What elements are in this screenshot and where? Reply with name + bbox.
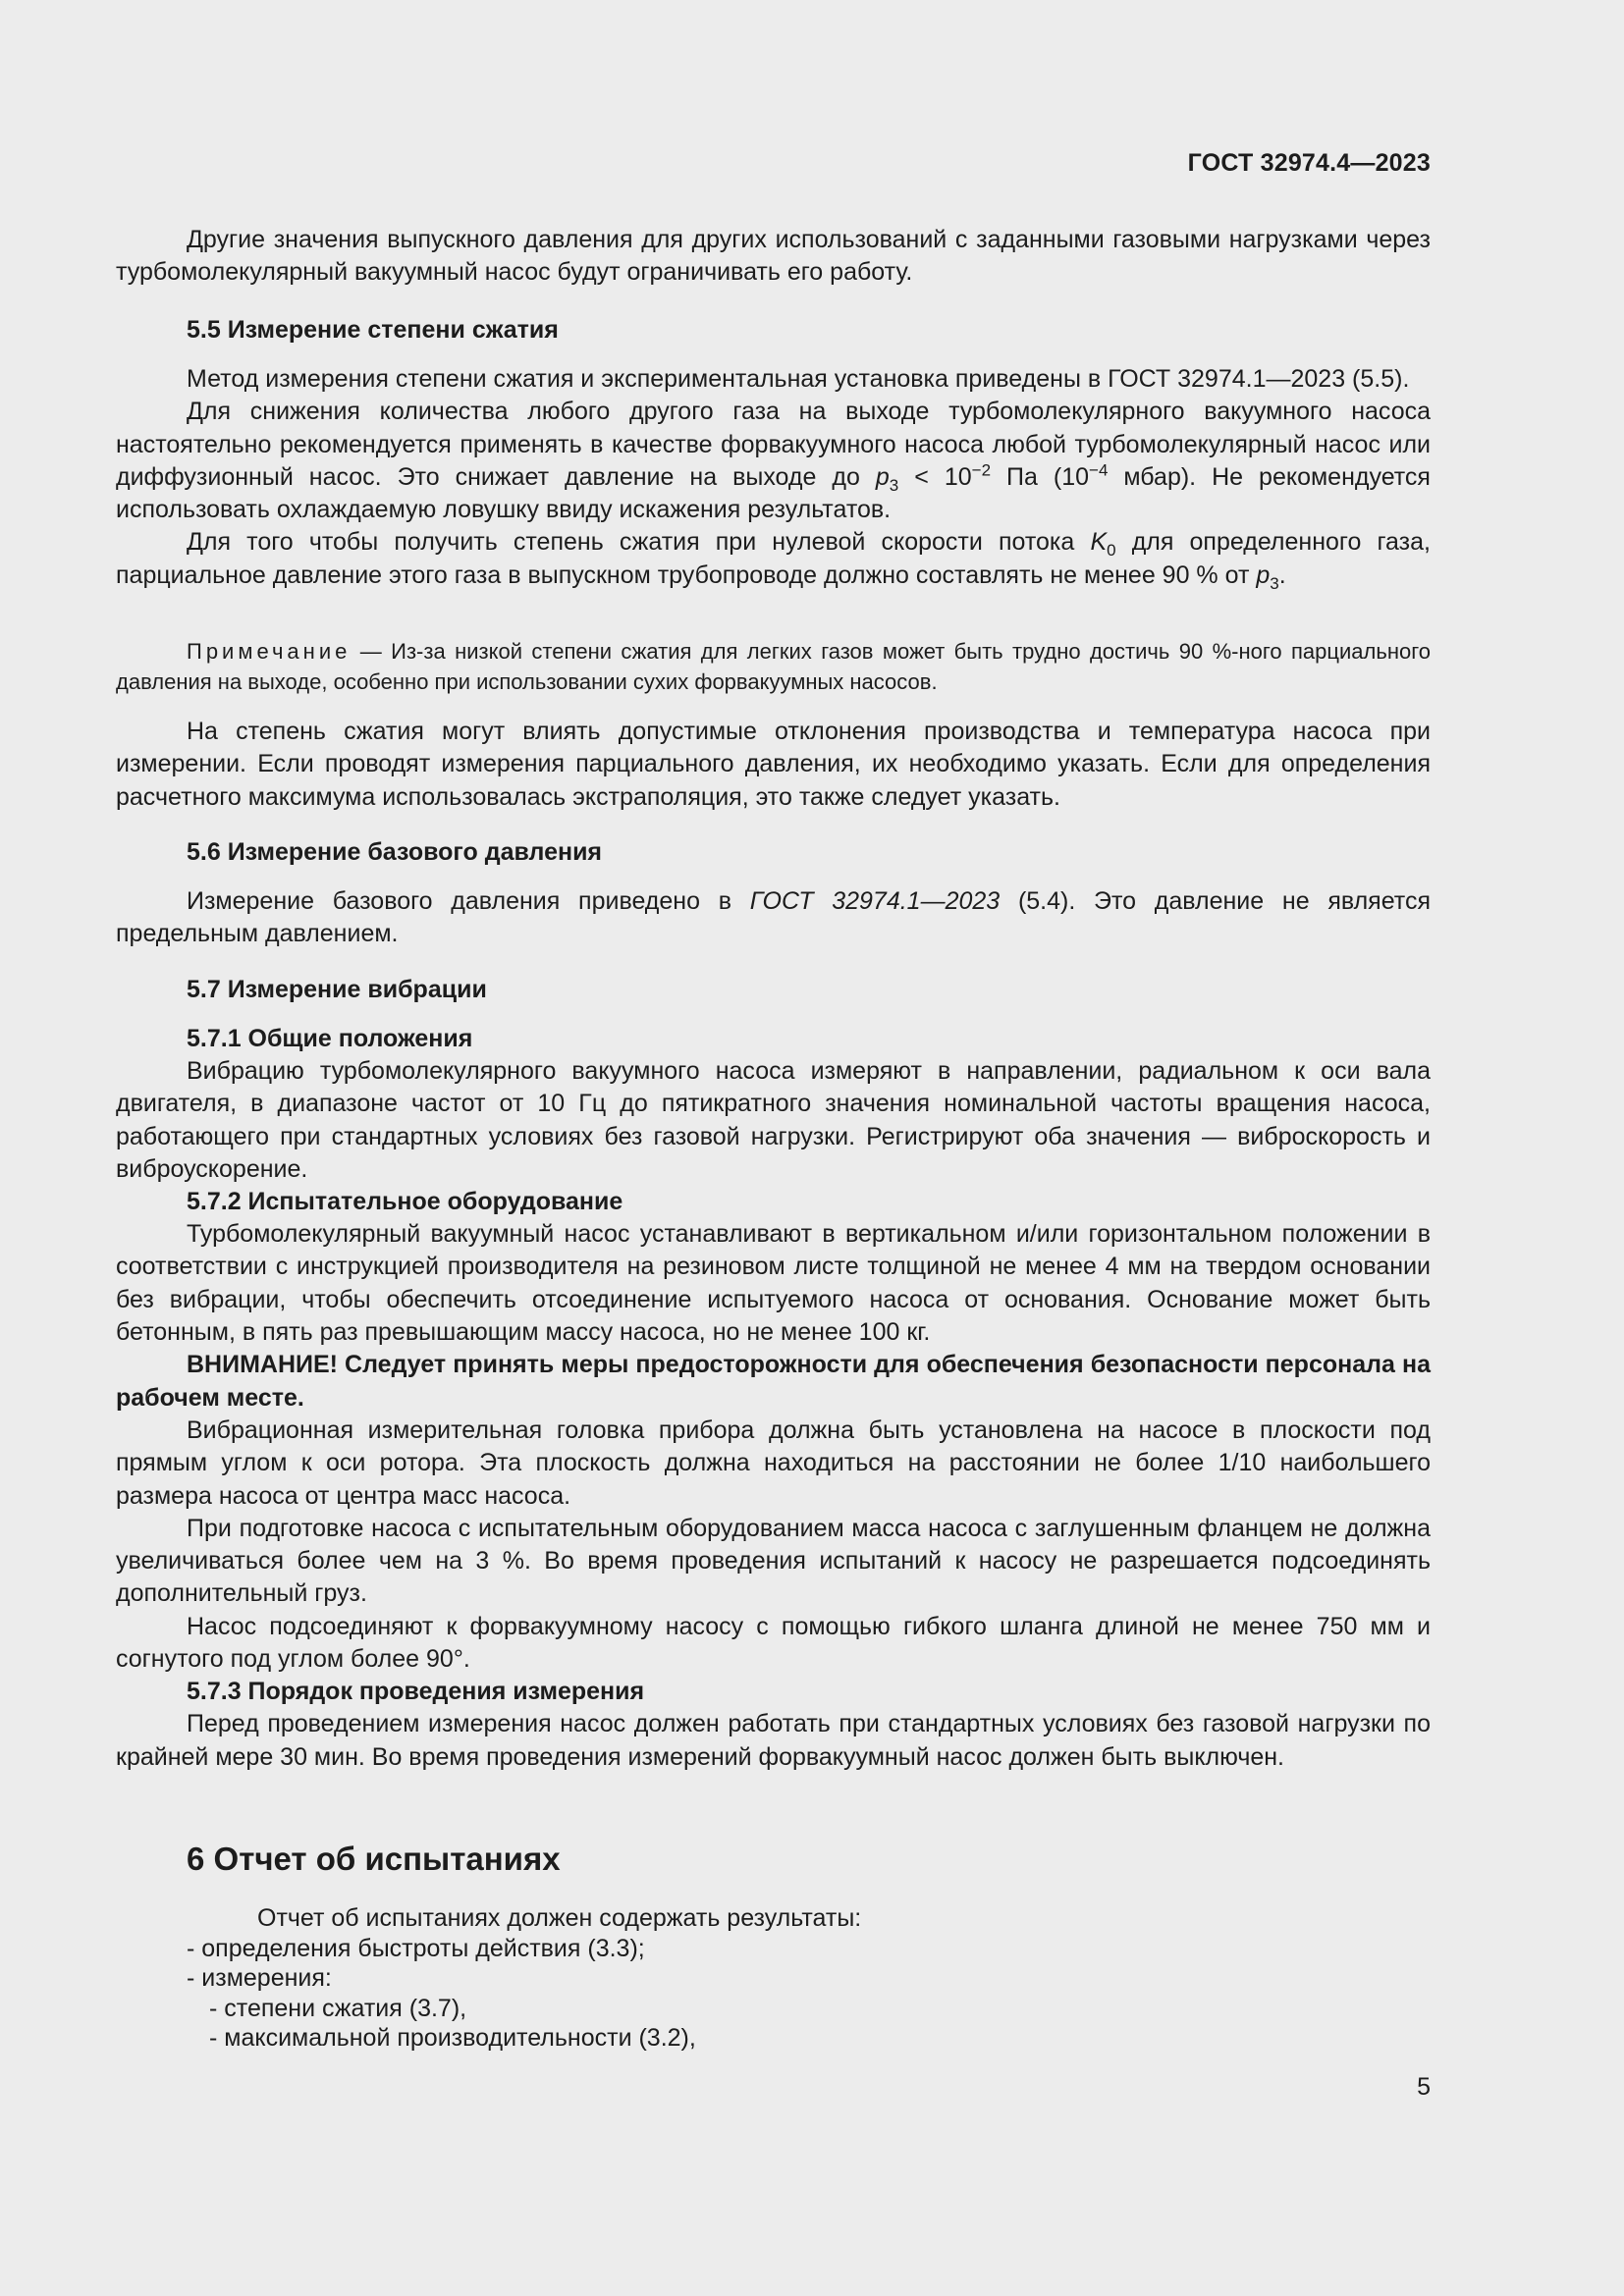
- intro-paragraph-block: [116, 224, 1431, 290]
- subsection-heading: 5.7.1 Общие положения: [187, 1025, 473, 1052]
- text-run: Для снижения количества любого другого газа на выходе турбомолекулярного вакуумного насоса настоятельно рекомендуется применять в качестве форвакуумного насоса любой турбомолекулярный насос или диффузионный насос. Это снижает давление на выходе до: [116, 398, 1431, 491]
- paragraph: [116, 526, 1431, 592]
- variable-p: p: [875, 462, 890, 491]
- section-5-6: [116, 836, 1431, 869]
- section-5-7-body: [116, 1023, 1431, 1774]
- note-block: [116, 636, 1431, 697]
- paragraph: Перед проведением измерения насос должен работать при стандартных условиях без газовой нагрузки по крайней мере 30 мин. Во время проведения измерений форвакуумный насос должен быть выключен.: [116, 1710, 1431, 1771]
- subsection-heading: 5.7.3 Порядок проведения измерения: [187, 1678, 645, 1706]
- text-run: Для того чтобы получить степень сжатия при нулевой скорости потока: [187, 528, 1091, 557]
- subsection-heading: 5.7.2 Испытательное оборудование: [187, 1188, 623, 1216]
- subscript: 3: [889, 475, 899, 495]
- page-number: 5: [1417, 2073, 1431, 2101]
- note-paragraph: [116, 636, 1431, 697]
- list-item: - определения быстроты действия (3.3);: [187, 1934, 645, 1962]
- section-5-6-body: [116, 885, 1431, 951]
- section-6: [116, 1840, 1431, 1879]
- section-heading: 6 Отчет об испытаниях: [187, 1841, 561, 1877]
- section-5-5-body: [116, 363, 1431, 592]
- paragraph: На степень сжатия могут влиять допустимые отклонения производства и температура насоса при измерении. Если проводят измерения парциального давления, их необходимо указать. Если для определения расчетного максимума использовалась экстраполяция, это также следует указать.: [116, 718, 1431, 811]
- text-run: Па (10: [991, 462, 1090, 491]
- section-heading: 5.7 Измерение вибрации: [187, 976, 487, 1003]
- list-intro: Отчет об испытаниях должен содержать результаты:: [257, 1904, 862, 1932]
- paragraph: Турбомолекулярный вакуумный насос устанавливают в вертикальном и/или горизонтальном положении в соответствии с инструкцией производителя на резиновом листе толщиной не менее 4 мм на твердом основании без вибрации, чтобы обеспечить отсоединение испытуемого насоса от основания. Основание может быть бетонным, в пять раз превышающим массу насоса, но не менее 100 кг.: [116, 1220, 1431, 1347]
- warning-paragraph: ВНИМАНИЕ! Следует принять меры предосторожности для обеспечения безопасности персонала на рабочем месте.: [116, 1351, 1431, 1412]
- section-5-7: [116, 974, 1431, 1006]
- text-run: (5.4). Это давление не является предельным давлением.: [116, 887, 1431, 948]
- list-subitem: - степени сжатия (3.7),: [209, 1994, 467, 2022]
- subscript: 3: [1270, 573, 1279, 593]
- section-5-5: [116, 314, 1431, 347]
- text-run: Измерение базового давления приведено в: [187, 887, 750, 915]
- reference-citation: ГОСТ 32974.1—2023: [749, 887, 1001, 915]
- superscript: −2: [971, 460, 992, 480]
- paragraph: [116, 396, 1431, 526]
- variable-p: p: [1256, 561, 1271, 589]
- text-run: для определенного газа, парциальное давление этого газа в выпускном трубопроводе должно составлять не менее 90 % от: [116, 528, 1431, 589]
- text-run: .: [1278, 561, 1286, 589]
- paragraph: Вибрацию турбомолекулярного вакуумного насоса измеряют в направлении, радиальном к оси вала двигателя, в диапазоне частот от 10 Гц до пятикратного значения номинальной частоты вращения насоса, работающего при стандартных условиях без газовой нагрузки. Регистрируют оба значения — виброскорость и виброускорение.: [116, 1057, 1431, 1183]
- paragraph: Вибрационная измерительная головка прибора должна быть установлена на насосе в плоскости под прямым углом к оси ротора. Эта плоскость должна находиться на расстоянии не более 1/10 наибольшего размера насоса от центра масс насоса.: [116, 1415, 1431, 1510]
- document-id-header: ГОСТ 32974.4—2023: [1187, 149, 1431, 177]
- list-subitem: - максимальной производительности (3.2),: [209, 2024, 696, 2053]
- section-6-body: [116, 1903, 1431, 2054]
- paragraph: Насос подсоединяют к форвакуумному насосу с помощью гибкого шланга длиной не менее 750 мм и согнутого под углом более 90°.: [116, 1612, 1431, 1674]
- superscript: −4: [1089, 460, 1109, 480]
- list-item: - измерения:: [187, 1964, 332, 1993]
- paragraph: Другие значения выпускного давления для других использований с заданными газовыми нагрузками через турбомолекулярный вакуумный насос будут ограничивать его работу.: [116, 226, 1431, 287]
- paragraph: Метод измерения степени сжатия и экспериментальная установка приведены в ГОСТ 32974.1—2023 (5.5).: [187, 365, 1410, 393]
- note-label: Примечание: [187, 639, 352, 664]
- text-run: < 10: [898, 462, 972, 491]
- section-heading: 5.6 Измерение базового давления: [187, 838, 603, 866]
- section-heading: 5.5 Измерение степени сжатия: [187, 316, 559, 344]
- variable-k: K: [1090, 528, 1108, 557]
- section-5-5-tail: [116, 716, 1431, 814]
- paragraph: [116, 885, 1431, 951]
- subscript: 0: [1107, 541, 1116, 561]
- paragraph: При подготовке насоса с испытательным оборудованием масса насоса с заглушенным фланцем не должна увеличиваться более чем на 3 %. Во время проведения испытаний к насосу не разрешается подсоединять дополнительный груз.: [116, 1514, 1431, 1608]
- text-run: мбар). Не рекомендуется использовать охлаждаемую ловушку ввиду искажения результатов.: [116, 462, 1431, 524]
- note-text: — Из-за низкой степени сжатия для легких газов может быть трудно достичь 90 %-ного парциального давления на выходе, особенно при использовании сухих форвакуумных насосов.: [116, 639, 1431, 694]
